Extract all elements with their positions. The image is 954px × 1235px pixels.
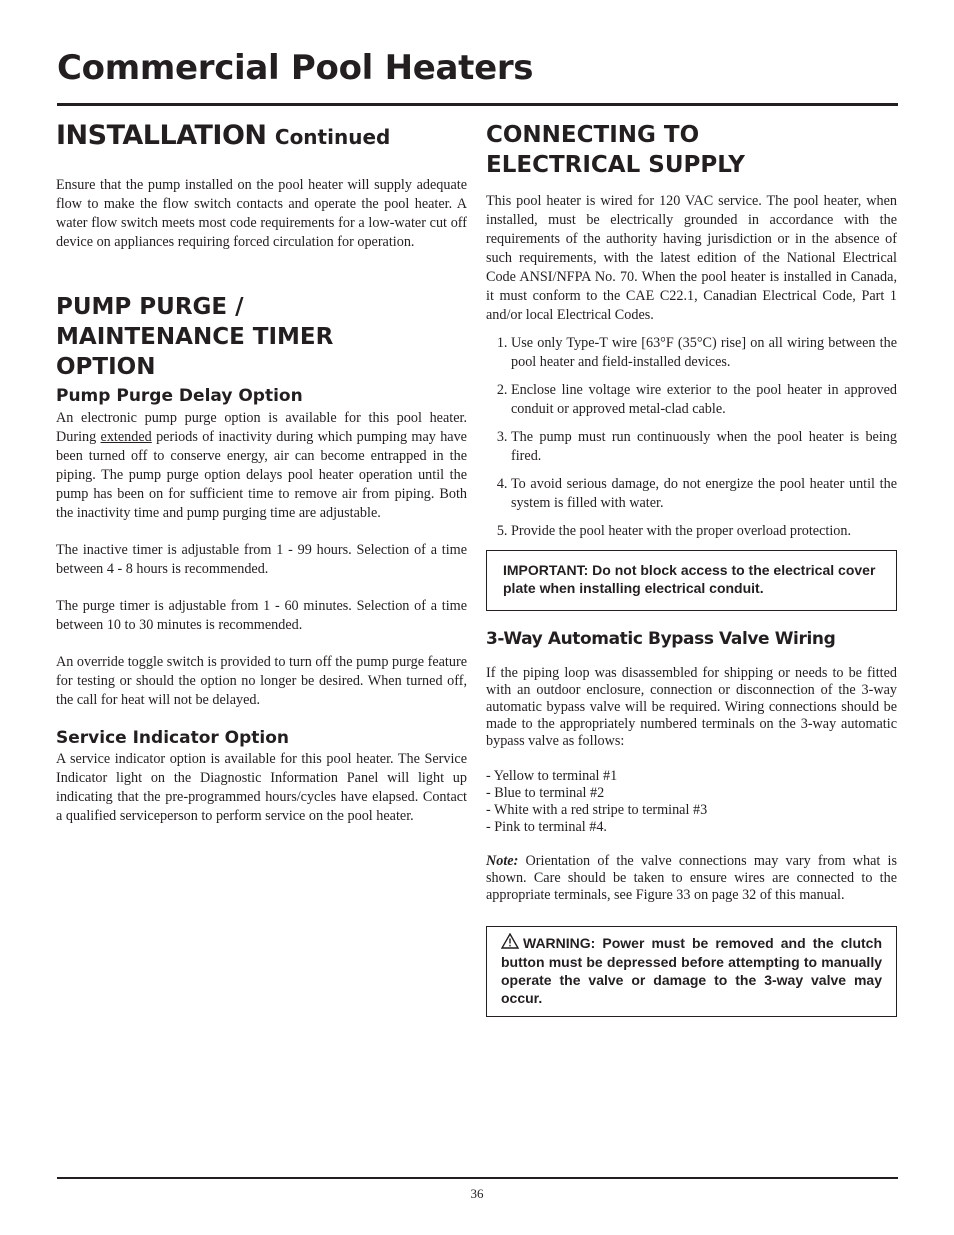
warning-label: WARNING bbox=[523, 935, 591, 951]
service-indicator-heading: Service Indicator Option bbox=[56, 728, 290, 748]
service-indicator-paragraph: A service indicator option is available for this pool heater. The Service Indicator light on the Diagnostic Information Panel will light up indicating that the pre-programmed hours/cycles have elapsed. Contact a qualified serviceperson to perform service on the pool heater. bbox=[56, 751, 467, 824]
pump-purge-p1-underlined: extended bbox=[100, 429, 152, 445]
pump-purge-heading bbox=[56, 292, 467, 382]
electrical-heading-line-1: CONNECTING TO bbox=[486, 122, 700, 148]
installation-heading bbox=[56, 121, 467, 152]
warning-text: : Power must be removed and the clutch button must be depressed before attempting to manually operate the valve or damage to the 3-way valve may occur. bbox=[501, 935, 882, 1006]
electrical-heading-line-2: ELECTRICAL SUPPLY bbox=[486, 152, 745, 178]
pump-purge-heading-line-2: MAINTENANCE TIMER bbox=[56, 324, 334, 350]
note-label: Note: bbox=[486, 853, 519, 869]
electrical-supply-heading bbox=[486, 120, 897, 180]
pump-purge-p1-end: periods of inactivity during which pumping may have been turned off to conserve energy, air can become entrapped in the piping. The pump purge option delays pool heater operation until the pump has been on for sufficient time to remove air from piping. Both the inactivity time and pump purging time are adjustable. bbox=[56, 429, 467, 521]
pump-purge-p1-start: An electronic pump purge option is available for this pool heater. During bbox=[56, 410, 467, 445]
list-item: 2. Enclose line voltage wire exterior to the pool heater in approved conduit or approved metal-clad cable. bbox=[511, 381, 897, 419]
list-item: - Pink to terminal #4. bbox=[486, 819, 607, 835]
pump-purge-paragraph-3: The purge timer is adjustable from 1 - 60 minutes. Selection of a time between 10 to 30 minutes is recommended. bbox=[56, 598, 467, 633]
list-item: - Yellow to terminal #1 bbox=[486, 768, 618, 784]
footer-rule bbox=[57, 1177, 898, 1179]
page-number: 36 bbox=[470, 1186, 484, 1201]
list-item: 1. Use only Type-T wire [63°F (35°C) rise] on all wiring between the pool heater and field-installed devices. bbox=[511, 334, 897, 372]
installation-heading-text: INSTALLATION bbox=[56, 120, 267, 151]
pump-purge-heading-line-1: PUMP PURGE / bbox=[56, 294, 244, 320]
pump-purge-paragraph-1 bbox=[56, 409, 467, 523]
pump-purge-paragraph-2: The inactive timer is adjustable from 1 - 99 hours. Selection of a time between 4 - 8 hours is recommended. bbox=[56, 542, 467, 577]
note-text: Orientation of the valve connections may vary from what is shown. Care should be taken to ensure wires are connected to the appropriate terminals, see Figure 33 on page 32 of this manual. bbox=[486, 853, 897, 903]
list-item: 4. To avoid serious damage, do not energize the pool heater until the system is filled with water. bbox=[511, 475, 897, 513]
pump-purge-delay-heading: Pump Purge Delay Option bbox=[56, 386, 303, 406]
intro-paragraph: Ensure that the pump installed on the pool heater will supply adequate flow to make the flow switch contacts and operate the pool heater. A water flow switch meets most code requirements for a low-water cut off device on appliances requiring forced circulation for operation. bbox=[56, 177, 467, 250]
orientation-note bbox=[486, 853, 897, 904]
list-item: 3. The pump must run continuously when the pool heater is being fired. bbox=[511, 428, 897, 466]
warning-box bbox=[486, 926, 897, 1017]
bypass-valve-heading: 3-Way Automatic Bypass Valve Wiring bbox=[486, 629, 836, 649]
right-column bbox=[486, 118, 897, 1017]
important-notice-text: IMPORTANT: Do not block access to the electrical cover plate when installing electrical conduit. bbox=[503, 562, 876, 596]
left-column bbox=[56, 118, 467, 826]
bypass-valve-paragraph: If the piping loop was disassembled for shipping or needs to be fitted with an outdoor enclosure, connection or disconnection of the 3-way automatic bypass valve will be required. Wiring connections should be made to the appropriately numbered terminals on the 3-way automatic bypass valve as follows: bbox=[486, 665, 897, 749]
important-notice-box bbox=[486, 550, 897, 611]
list-item: - Blue to terminal #2 bbox=[486, 785, 605, 801]
pump-purge-heading-line-3: OPTION bbox=[56, 354, 156, 380]
pump-purge-paragraph-4: An override toggle switch is provided to turn off the pump purge feature for testing or should the option no longer be desired. When turned off, the call for heat will not be delayed. bbox=[56, 654, 467, 708]
electrical-steps-list bbox=[486, 334, 897, 541]
page-title: Commercial Pool Heaters bbox=[57, 48, 534, 88]
installation-continued: Continued bbox=[274, 125, 391, 149]
warning-triangle-icon bbox=[501, 933, 519, 953]
electrical-paragraph: This pool heater is wired for 120 VAC service. The pool heater, when installed, must be electrically grounded in accordance with the requirements of the authority having jurisdiction or in the absence of such requirements, with the latest edition of the National Electrical Code ANSI/NFPA No. 70. When the pool heater is installed in Canada, it must conform to the CAE C22.1, Canadian Electrical Code, Part 1 and/or local Electrical Codes. bbox=[486, 193, 897, 323]
wire-terminal-list bbox=[486, 768, 897, 836]
list-item: - White with a red stripe to terminal #3 bbox=[486, 802, 708, 818]
header-rule bbox=[57, 103, 898, 106]
list-item: 5. Provide the pool heater with the proper overload protection. bbox=[511, 522, 897, 541]
